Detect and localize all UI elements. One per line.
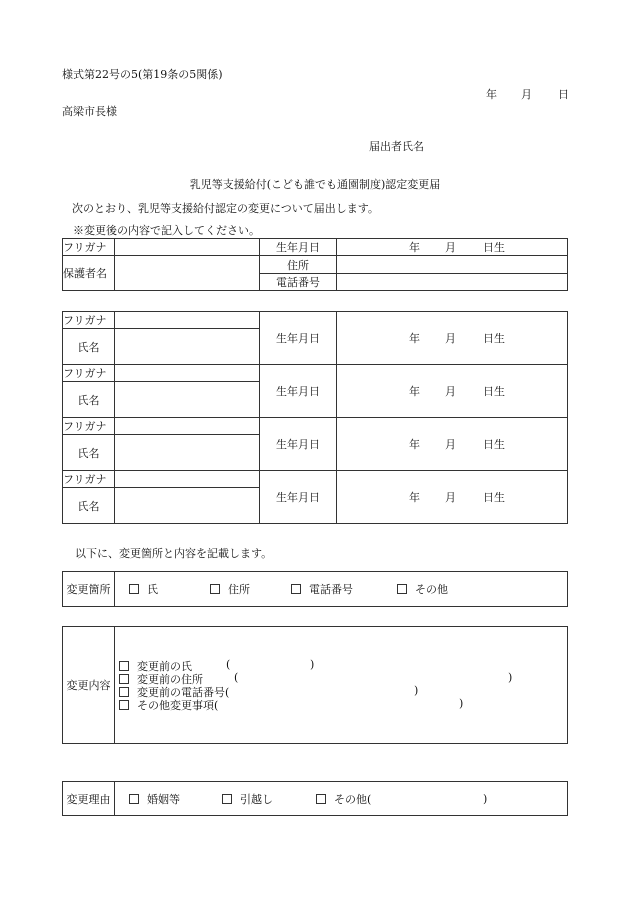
change-content-item-phone[interactable]: 変更前の電話番号( (119, 684, 229, 700)
child-name-label: 氏名 (63, 488, 115, 524)
child-birth-day: 日生 (483, 385, 505, 398)
checkbox-icon (119, 700, 129, 710)
child-name-field[interactable] (115, 488, 260, 524)
guardian-birth-field[interactable] (337, 239, 568, 256)
open-paren: ( (226, 658, 231, 671)
change-content-label: 変更内容 (63, 627, 115, 744)
guardian-birth-day: 日生 (483, 241, 505, 254)
child-name-label: 氏名 (63, 382, 115, 418)
checkbox-icon (129, 794, 139, 804)
child-furigana-label: フリガナ (63, 471, 115, 488)
change-location-option[interactable]: 電話番号 (291, 581, 353, 597)
child-birth-year: 年 (409, 491, 420, 504)
open-paren: ( (234, 671, 239, 684)
guardian-address-label: 住所 (260, 256, 337, 274)
change-location-option[interactable]: その他 (397, 581, 448, 597)
change-reason-option[interactable]: 婚姻等 (129, 791, 180, 807)
checkbox-icon (210, 584, 220, 594)
child-birth-field[interactable] (337, 312, 568, 365)
child-birth-label: 生年月日 (260, 471, 337, 524)
child-name-field[interactable] (115, 382, 260, 418)
guardian-birth-label: 生年月日 (260, 239, 337, 256)
change-intro-text: 以下に、変更箇所と内容を記載します。 (75, 547, 273, 560)
filer-name-label: 届出者氏名 (369, 140, 424, 153)
change-reason-table (62, 781, 568, 816)
child-birth-field[interactable] (337, 418, 568, 471)
child-name-field[interactable] (115, 329, 260, 365)
child-name-field[interactable] (115, 435, 260, 471)
checkbox-icon (316, 794, 326, 804)
child-birth-year: 年 (409, 385, 420, 398)
child-furigana-field[interactable] (115, 312, 260, 329)
date-day-label: 日 (558, 88, 569, 101)
close-paren: ) (310, 658, 315, 671)
guardian-birth-year: 年 (409, 241, 420, 254)
child-furigana-field[interactable] (115, 471, 260, 488)
checkbox-icon (119, 687, 129, 697)
change-location-table (62, 571, 568, 607)
child-birth-month: 月 (445, 491, 456, 504)
close-paren: ) (414, 684, 419, 697)
child-birth-field[interactable] (337, 471, 568, 524)
child-birth-day: 日生 (483, 332, 505, 345)
change-location-label: 変更箇所 (63, 572, 115, 607)
child-furigana-label: フリガナ (63, 312, 115, 329)
child-furigana-field[interactable] (115, 418, 260, 435)
guardian-phone-label: 電話番号 (260, 274, 337, 291)
guardian-birth-month: 月 (445, 241, 456, 254)
child-name-label: 氏名 (63, 435, 115, 471)
note-text: ※変更後の内容で記入してください。 (73, 224, 260, 237)
close-paren: ) (508, 671, 513, 684)
date-month-label: 月 (521, 88, 532, 101)
change-reason-options (115, 782, 568, 816)
child-birth-field[interactable] (337, 365, 568, 418)
change-location-option[interactable]: 住所 (210, 581, 250, 597)
date-year-label: 年 (486, 88, 497, 101)
checkbox-icon (222, 794, 232, 804)
change-location-options (115, 572, 568, 607)
child-birth-year: 年 (409, 438, 420, 451)
change-reason-label: 変更理由 (63, 782, 115, 816)
guardian-table (62, 238, 568, 291)
children-table (62, 311, 568, 524)
checkbox-icon (291, 584, 301, 594)
guardian-phone-field[interactable] (337, 274, 568, 291)
child-furigana-label: フリガナ (63, 418, 115, 435)
change-content-item-address[interactable]: 変更前の住所 (119, 671, 203, 687)
change-content-item-other[interactable]: その他変更事項( (119, 697, 218, 713)
checkbox-icon (397, 584, 407, 594)
child-furigana-field[interactable] (115, 365, 260, 382)
child-birth-year: 年 (409, 332, 420, 345)
child-birth-label: 生年月日 (260, 418, 337, 471)
form-number: 様式第22号の5(第19条の5関係) (62, 68, 223, 81)
document-title: 乳児等支援給付(こども誰でも通園制度)認定変更届 (189, 178, 441, 191)
child-birth-label: 生年月日 (260, 365, 337, 418)
guardian-furigana-label: フリガナ (63, 239, 115, 256)
guardian-furigana-field[interactable] (115, 239, 260, 256)
child-birth-day: 日生 (483, 438, 505, 451)
close-paren: ) (459, 697, 464, 710)
change-content-item-name[interactable]: 変更前の氏 (119, 658, 192, 674)
child-birth-label: 生年月日 (260, 312, 337, 365)
change-content-area (115, 627, 568, 744)
change-reason-option[interactable]: その他( (316, 791, 371, 807)
guardian-name-field[interactable] (115, 256, 260, 291)
guardian-address-field[interactable] (337, 256, 568, 274)
change-reason-option[interactable]: 引越し (222, 791, 273, 807)
child-furigana-label: フリガナ (63, 365, 115, 382)
child-name-label: 氏名 (63, 329, 115, 365)
addressee: 高梁市長様 (62, 105, 117, 118)
close-paren: ) (483, 792, 488, 805)
checkbox-icon (129, 584, 139, 594)
guardian-name-label: 保護者名 (63, 256, 115, 291)
child-birth-month: 月 (445, 438, 456, 451)
checkbox-icon (119, 661, 129, 671)
child-birth-month: 月 (445, 385, 456, 398)
child-birth-month: 月 (445, 332, 456, 345)
checkbox-icon (119, 674, 129, 684)
intro-text: 次のとおり、乳児等支援給付認定の変更について届出します。 (72, 202, 379, 215)
change-location-option[interactable]: 氏 (129, 581, 158, 597)
change-content-table (62, 626, 568, 744)
child-birth-day: 日生 (483, 491, 505, 504)
